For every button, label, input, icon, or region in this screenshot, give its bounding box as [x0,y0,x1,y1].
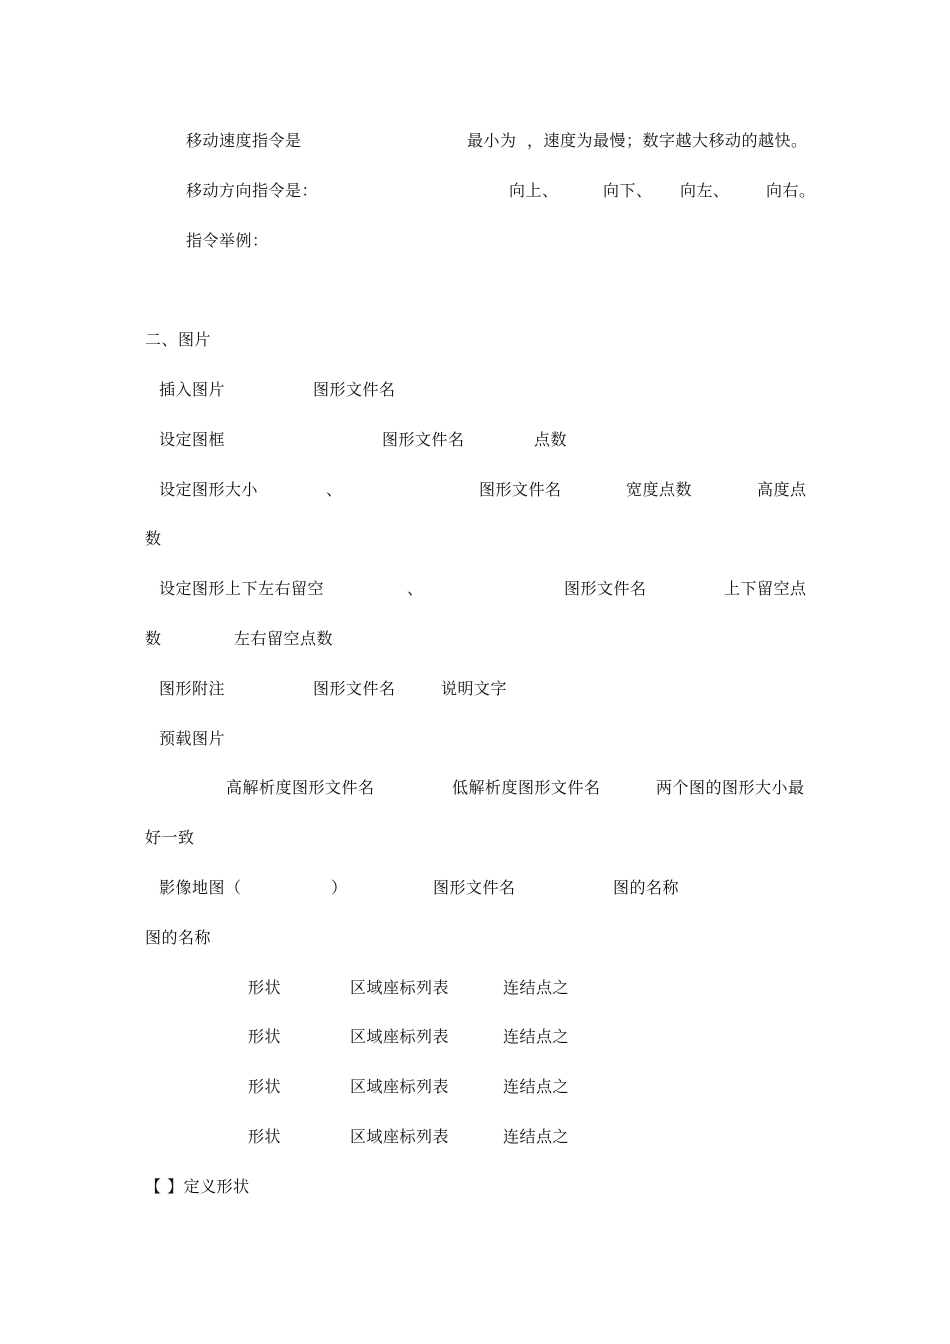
set-frame-label: 设定图框 [159,430,226,449]
image-map-label: 影像地图（ [159,878,242,897]
preload-lo-res: 低解析度图形文件名 [452,778,601,797]
map-row-link: 连结点之 [503,1127,570,1146]
image-map-name-2: 图的名称 [145,928,212,947]
set-size-height-b: 数 [145,529,162,548]
set-margin-separator: 、 [407,579,424,598]
set-margin-horizontal: 左右留空点数 [234,629,334,648]
caption-label: 图形附注 [159,679,226,698]
example-label: 指令举例： [186,231,269,250]
direction-right: 向右。 [766,181,816,200]
direction-down: 向下、 [603,181,653,200]
set-size-separator: 、 [326,480,343,499]
set-size-file: 图形文件名 [479,480,562,499]
speed-instruction-label: 移动速度指令是 [186,131,302,150]
map-row-link: 连结点之 [503,978,570,997]
set-frame-points: 点数 [534,430,568,449]
preload-label: 预载图片 [159,729,226,748]
preload-hi-res: 高解析度图形文件名 [226,778,375,797]
preload-note-a: 两个图的图形大小最 [656,778,805,797]
set-size-width: 宽度点数 [626,480,693,499]
map-row-coords: 区域座标列表 [350,1027,450,1046]
image-map-file: 图形文件名 [433,878,516,897]
map-row-shape: 形状 [248,1027,282,1046]
map-row-shape: 形状 [248,978,282,997]
set-margin-label: 设定图形上下左右留空 [159,579,325,598]
map-row-coords: 区域座标列表 [350,1077,450,1096]
set-margin-vertical-b: 数 [145,629,162,648]
speed-min-text: 最小为 [467,131,517,150]
section-title: 二、图片 [145,330,212,349]
set-size-height-a: 高度点 [757,480,807,499]
set-size-label: 设定图形大小 [159,480,259,499]
map-row-shape: 形状 [248,1077,282,1096]
map-row-shape: 形状 [248,1127,282,1146]
image-map-close: ） [331,878,348,897]
insert-image-file: 图形文件名 [313,380,396,399]
direction-up: 向上、 [509,181,559,200]
map-row-coords: 区域座标列表 [350,978,450,997]
insert-image-label: 插入图片 [159,380,226,399]
set-frame-file: 图形文件名 [382,430,465,449]
caption-text: 说明文字 [441,679,508,698]
caption-file: 图形文件名 [313,679,396,698]
speed-description: ，速度为最慢；数字越大移动的越快。 [527,131,808,150]
define-shape-label: 【 】定义形状 [145,1177,250,1196]
set-margin-file: 图形文件名 [564,579,647,598]
map-row-link: 连结点之 [503,1027,570,1046]
direction-left: 向左、 [680,181,730,200]
preload-note-b: 好一致 [145,828,195,847]
map-row-coords: 区域座标列表 [350,1127,450,1146]
direction-instruction-label: 移动方向指令是： [186,181,319,200]
set-margin-vertical-a: 上下留空点 [724,579,807,598]
map-row-link: 连结点之 [503,1077,570,1096]
image-map-name: 图的名称 [613,878,680,897]
